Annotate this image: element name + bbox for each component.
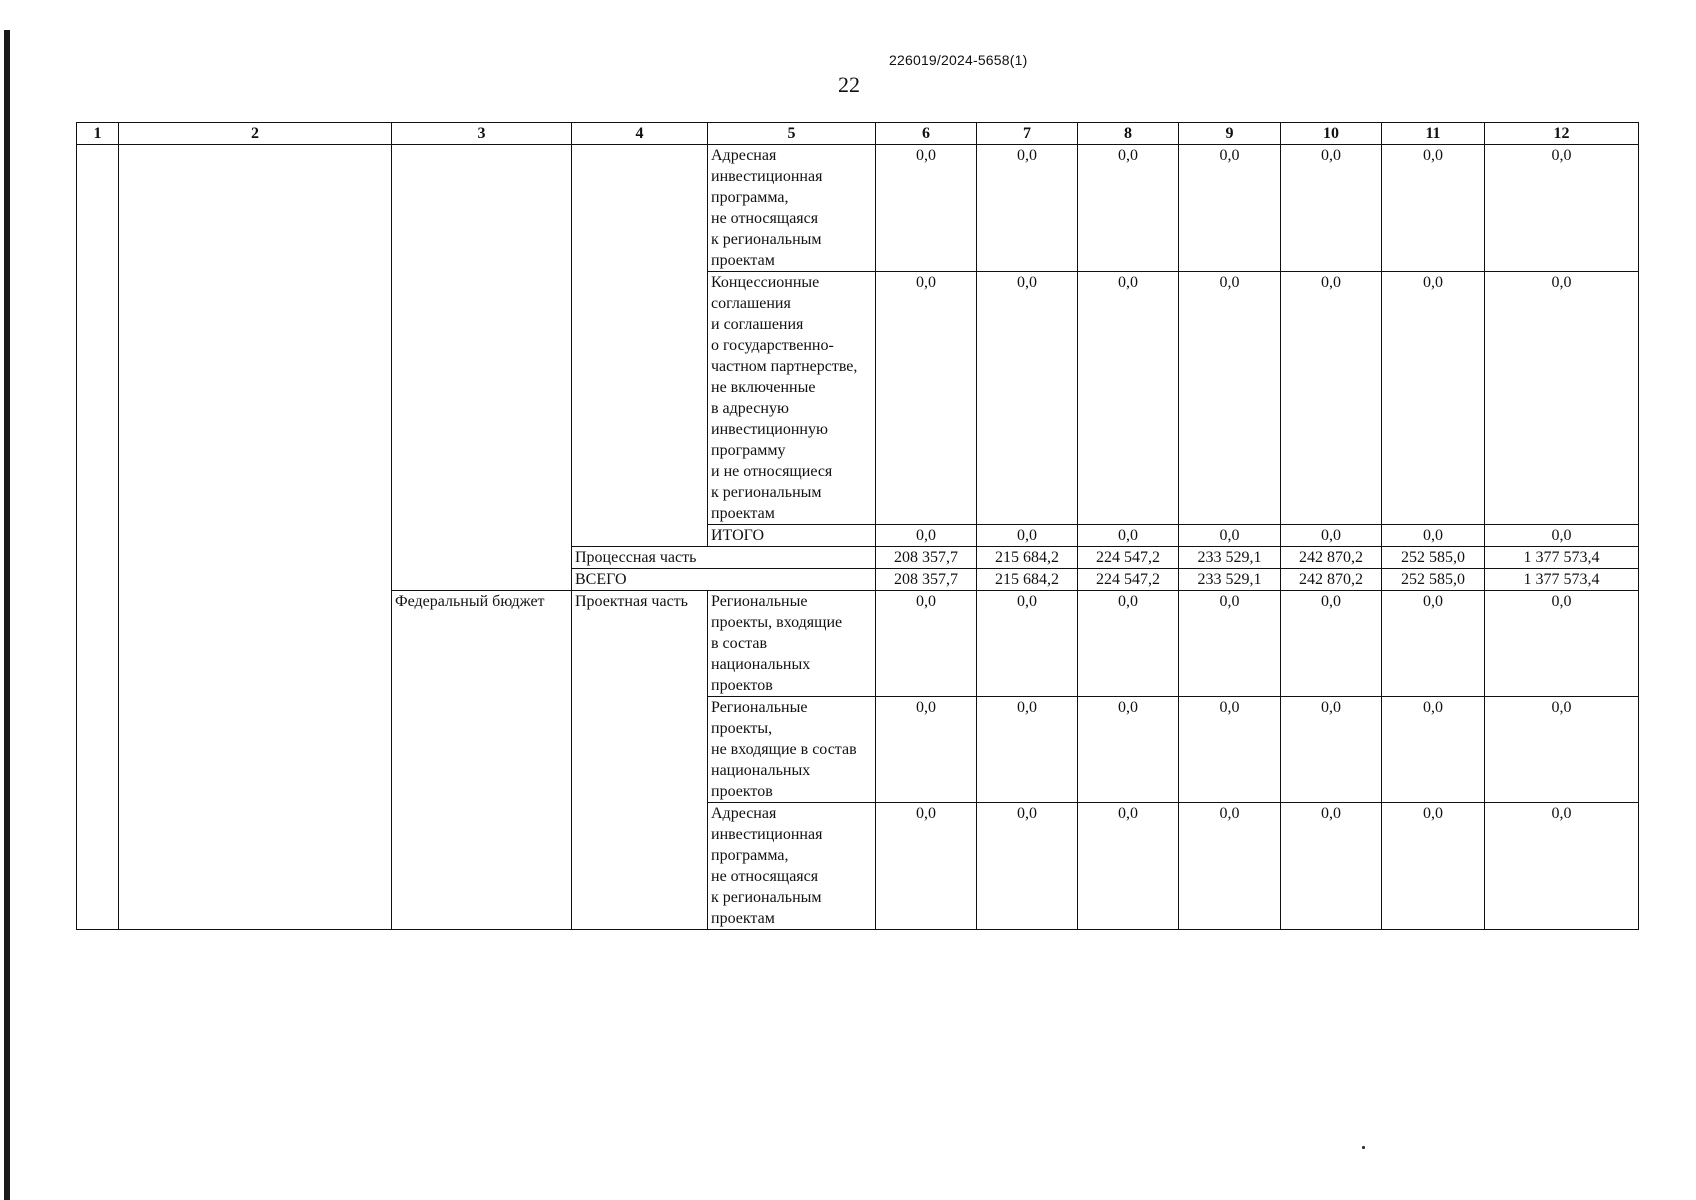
part-label: Проектная часть (572, 591, 708, 930)
column-header: 3 (392, 123, 572, 145)
column-header: 4 (572, 123, 708, 145)
column-header: 1 (77, 123, 119, 145)
value-cell: 0,0 (1078, 525, 1179, 547)
value-cell: 0,0 (1281, 697, 1382, 803)
page-number: 22 (838, 72, 860, 97)
value-cell: 0,0 (977, 525, 1078, 547)
value-cell: 0,0 (1179, 145, 1281, 272)
column-header: 11 (1382, 123, 1485, 145)
value-cell: 0,0 (1179, 272, 1281, 525)
value-cell: 0,0 (1281, 803, 1382, 930)
column-header: 9 (1179, 123, 1281, 145)
value-cell: 0,0 (1382, 525, 1485, 547)
value-cell: 0,0 (1078, 145, 1179, 272)
value-cell: 0,0 (1382, 272, 1485, 525)
funding-source-label: Федеральный бюджет (392, 591, 572, 930)
column-header: 5 (708, 123, 876, 145)
row-label: ИТОГО (708, 525, 876, 547)
value-cell: 215 684,2 (977, 569, 1078, 591)
value-cell: 0,0 (1382, 697, 1485, 803)
document-id: 226019/2024-5658(1) (889, 52, 1028, 68)
value-cell: 0,0 (1179, 591, 1281, 697)
value-cell: 0,0 (876, 591, 977, 697)
value-cell: 0,0 (977, 591, 1078, 697)
value-cell: 0,0 (1485, 525, 1639, 547)
value-cell: 0,0 (1078, 591, 1179, 697)
row-label: Адресная инвестиционная программа, не относящаяся к региональным проектам (708, 803, 876, 930)
row-label: Процессная часть (572, 547, 876, 569)
value-cell: 242 870,2 (1281, 547, 1382, 569)
value-cell: 0,0 (1382, 591, 1485, 697)
value-cell: 0,0 (1078, 803, 1179, 930)
col4-cell (572, 145, 708, 547)
value-cell: 0,0 (1179, 697, 1281, 803)
row-label: Региональные проекты, не входящие в состав национальных проектов (708, 697, 876, 803)
scan-edge-shadow (4, 30, 10, 1200)
value-cell: 0,0 (1281, 272, 1382, 525)
col1-cell (77, 145, 119, 930)
value-cell: 252 585,0 (1382, 547, 1485, 569)
value-cell: 233 529,1 (1179, 547, 1281, 569)
value-cell: 215 684,2 (977, 547, 1078, 569)
value-cell: 0,0 (977, 145, 1078, 272)
value-cell: 0,0 (1078, 272, 1179, 525)
value-cell: 208 357,7 (876, 547, 977, 569)
table-row (77, 145, 1639, 272)
value-cell: 0,0 (1281, 591, 1382, 697)
value-cell: 0,0 (977, 272, 1078, 525)
value-cell: 0,0 (876, 803, 977, 930)
value-cell: 0,0 (876, 145, 977, 272)
column-header: 8 (1078, 123, 1179, 145)
value-cell: 0,0 (1485, 591, 1639, 697)
value-cell: 0,0 (1485, 697, 1639, 803)
value-cell: 0,0 (1485, 145, 1639, 272)
value-cell: 252 585,0 (1382, 569, 1485, 591)
row-label: Концессионные соглашения и соглашения о государственно- частном партнерстве, не включенные в адресную инвестиционную программу и не относящиеся к региональным проектам (708, 272, 876, 525)
value-cell: 0,0 (1281, 525, 1382, 547)
value-cell: 242 870,2 (1281, 569, 1382, 591)
value-cell: 0,0 (876, 697, 977, 803)
value-cell: 0,0 (1078, 697, 1179, 803)
col3-cell (392, 145, 572, 591)
row-label: ВСЕГО (572, 569, 876, 591)
value-cell: 1 377 573,4 (1485, 569, 1639, 591)
value-cell: 0,0 (1281, 145, 1382, 272)
value-cell: 1 377 573,4 (1485, 547, 1639, 569)
value-cell: 0,0 (876, 525, 977, 547)
column-header: 7 (977, 123, 1078, 145)
budget-table (76, 122, 1639, 930)
value-cell: 0,0 (977, 803, 1078, 930)
value-cell: 0,0 (1179, 525, 1281, 547)
column-header: 2 (119, 123, 392, 145)
value-cell: 0,0 (1382, 803, 1485, 930)
row-label: Региональные проекты, входящие в состав национальных проектов (708, 591, 876, 697)
value-cell: 0,0 (1485, 272, 1639, 525)
scan-speck (1362, 1146, 1365, 1149)
value-cell: 233 529,1 (1179, 569, 1281, 591)
value-cell: 0,0 (876, 272, 977, 525)
column-header: 12 (1485, 123, 1639, 145)
value-cell: 0,0 (1179, 803, 1281, 930)
column-header: 10 (1281, 123, 1382, 145)
column-header: 6 (876, 123, 977, 145)
value-cell: 0,0 (977, 697, 1078, 803)
value-cell: 224 547,2 (1078, 569, 1179, 591)
value-cell: 0,0 (1485, 803, 1639, 930)
col2-cell (119, 145, 392, 930)
row-label: Адресная инвестиционная программа, не относящаяся к региональным проектам (708, 145, 876, 272)
value-cell: 224 547,2 (1078, 547, 1179, 569)
column-number-row (77, 123, 1639, 145)
value-cell: 208 357,7 (876, 569, 977, 591)
value-cell: 0,0 (1382, 145, 1485, 272)
